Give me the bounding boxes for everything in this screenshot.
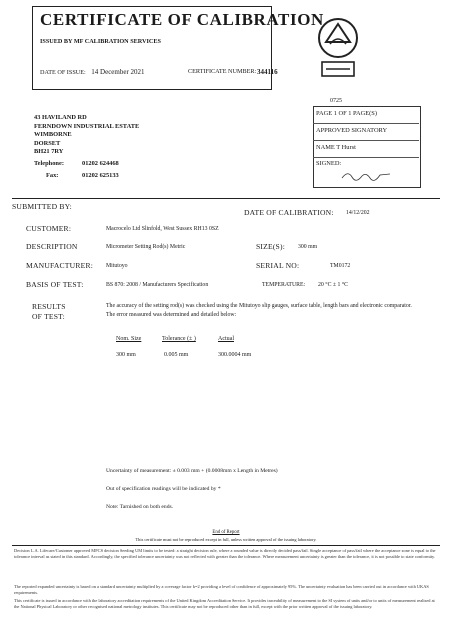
footer-paragraph-2: The reported expanded uncertainty is based on a standard uncertainty multiplied by a coverage factor k=2 providing a level of confidence of approximately 95%. The uncertainty evaluation has been carried out in accordance with UKAS requirements. (14, 584, 429, 595)
address-line: DORSET (34, 139, 61, 147)
footer-paragraph-3: This certificate is issued in accordance with the laboratory accreditation requirements of the United Kingdom Accreditation Service. It provides traceability of measurement to the SI system of units and/or to units of measurement realised at the National Physical Laboratory or other recognised national metrology institutes. This certificate may not be reproduced other than in full, except with the prior written approval of the issuing laboratory. (14, 598, 435, 609)
customer-value: Macrocelo Ltd Slinfold, West Sussex RH13 0SZ (106, 226, 219, 232)
page-count: PAGE 1 OF 1 PAGE(S) (316, 110, 377, 117)
certificate-title: CERTIFICATE OF CALIBRATION (40, 10, 324, 29)
manufacturer-value: Mitutoyo (106, 263, 128, 269)
results-label-line2: OF TEST: (32, 312, 65, 321)
description-label: DESCRIPTION (26, 242, 78, 251)
address-line: BH21 7RY (34, 148, 64, 156)
address-line: 43 HAVILAND RD (34, 114, 87, 121)
column-header: Actual (218, 336, 234, 342)
basis-label: BASIS OF TEST: (26, 280, 84, 289)
date-of-issue-label (40, 68, 145, 76)
end-of-report: End of Report (212, 530, 240, 535)
submitted-by-label: SUBMITTED BY: (12, 202, 72, 211)
end-of-report-note: This certificate must not be reproduced except in full, unless written approval of the issuing laboratory. (135, 537, 317, 542)
divider (313, 157, 419, 158)
customer-label: CUSTOMER: (26, 224, 72, 233)
table-cell: 300 mm (116, 352, 136, 358)
date-of-calibration-value: 14/12/202 (346, 210, 370, 216)
date-of-issue-value: 14 December 2021 (91, 68, 145, 76)
serial-value: TM0172 (330, 263, 351, 269)
issued-by: ISSUED BY MF CALIBRATION SERVICES (40, 38, 161, 45)
column-header: Nom. Size (116, 336, 142, 342)
results-text: The accuracy of the setting rod(s) was checked using the Mitutoyo slip gauges, surface table, length bars and electronic comparator. The error measured was determined and detailed below: (106, 303, 412, 318)
section-rule (12, 198, 440, 199)
footer-paragraph-1: Decision L.A. Lifecare/Customer approved MFCS decision Seeding UM limits to be tested: a straight decision rule, where a rounded value is directly decided pass/fail. Single acceptance of pass/fail where the acceptance zone is equal to the tolerance interval as stated in this standard. Accordingly, the specified tolerance uncertainty was not reflected with greater than the tolerance. Where measurement uncertainty is greater than the tolerance, it is not possible to state conformity. (14, 548, 436, 559)
certificate-number-value: 344116 (257, 68, 278, 76)
address-line: FERNDOWN INDUSTRIAL ESTATE (34, 122, 140, 130)
address-line: WIMBORNE (34, 131, 72, 139)
table-cell: 300.0004 mm (218, 352, 252, 358)
fax-value: 01202 625133 (82, 172, 119, 179)
approved-signatory: APPROVED SIGNATORY (316, 127, 388, 134)
uncertainty-text: Uncertainty of measurement: ± 0.003 mm + (0.0008mm x Length in Metres) (106, 468, 278, 474)
size-value: 300 mm (298, 244, 318, 250)
out-of-spec-note: Out of specification readings will be indicated by * (106, 486, 221, 492)
signature-icon (340, 168, 392, 182)
serial-label: SERIAL NO: (256, 261, 300, 270)
size-label: SIZE(S): (256, 242, 286, 251)
fax-label: Fax: (46, 172, 59, 179)
temperature-value: 20 °C ± 1 °C (318, 282, 349, 288)
column-header: Tolerance (± ) (162, 336, 196, 342)
telephone-label: Telephone: (34, 160, 64, 167)
table-cell: 0.005 mm (164, 352, 189, 358)
telephone-value: 01202 624468 (82, 160, 119, 167)
signed-label: SIGNED: (316, 160, 342, 167)
tarnish-note: Note: Tarnished on both ends. (106, 504, 174, 510)
temperature-label: TEMPERATURE: (262, 282, 306, 288)
certificate-number-label: CERTIFICATE NUMBER: (188, 68, 257, 75)
manufacturer-label: MANUFACTURER: (26, 261, 94, 270)
date-of-calibration-label: DATE OF CALIBRATION: (244, 208, 334, 217)
divider (313, 140, 419, 141)
lab-address (34, 114, 139, 157)
calibration-logo-icon (316, 14, 360, 84)
basis-value: BS 870: 2008 / Manufacturers Specification (106, 282, 209, 288)
signatory-name: NAME T Hurst (316, 144, 356, 151)
date-of-issue-label-text: DATE OF ISSUE: (40, 69, 86, 76)
section-rule (12, 545, 440, 546)
results-label-line1: RESULTS (32, 302, 66, 311)
description-value: Micrometer Setting Rod(s) Metric (106, 244, 186, 250)
divider (313, 123, 419, 124)
logo-caption: 0725 (330, 98, 342, 104)
